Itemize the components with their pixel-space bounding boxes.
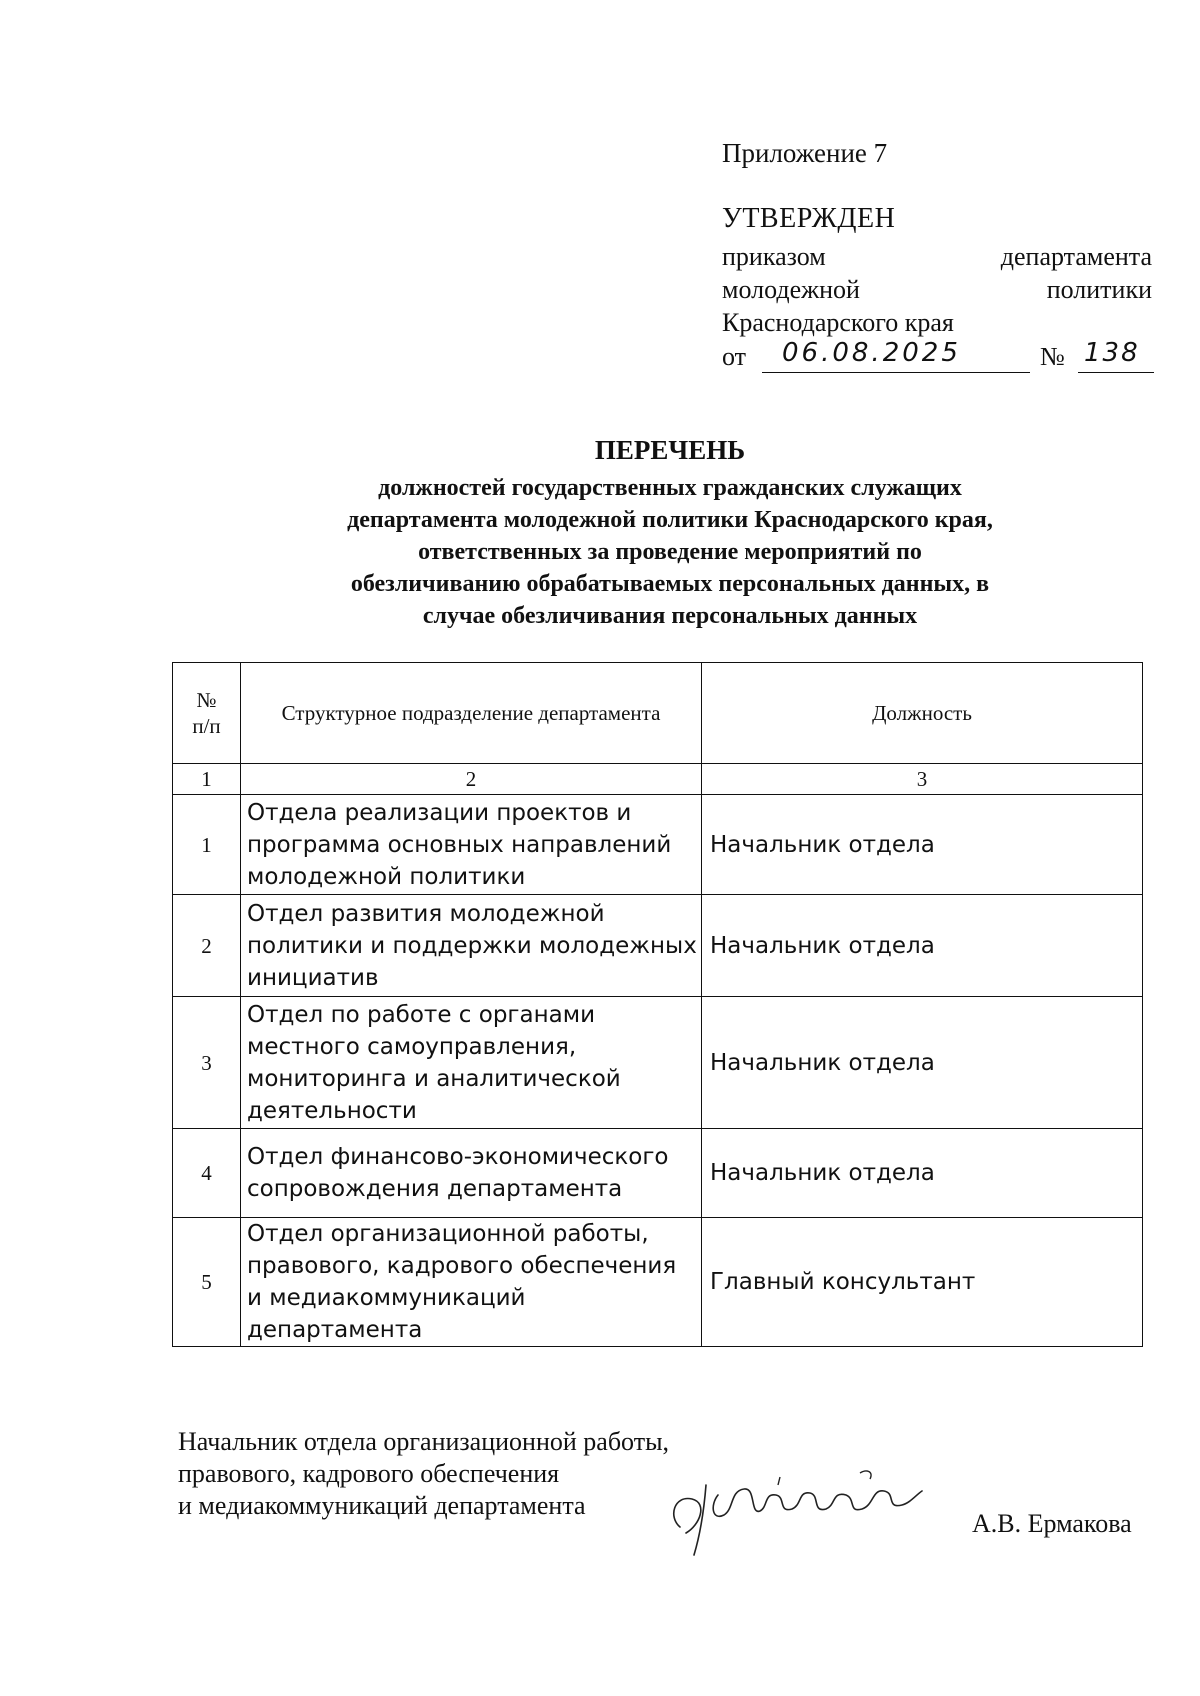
table-header-row bbox=[173, 663, 1143, 764]
order-line-2 bbox=[722, 275, 1152, 305]
division-line: Отдела реализации проектов и bbox=[247, 799, 632, 826]
row-division bbox=[241, 1218, 702, 1347]
order-date: 06.08.2025 bbox=[782, 338, 961, 368]
subtitle-line: департамента молодежной политики Краснодарского края, bbox=[347, 507, 993, 533]
order-date-number-row bbox=[722, 338, 1154, 376]
division-line: Отдел организационной работы, bbox=[247, 1221, 649, 1247]
region-line: Краснодарского края bbox=[722, 308, 954, 337]
order-word: приказом bbox=[722, 242, 826, 271]
row-position: Главный консультант bbox=[702, 1218, 1143, 1347]
department-word: департамента bbox=[1000, 242, 1152, 271]
division-line: мониторинга и аналитической bbox=[247, 1065, 621, 1092]
row-division bbox=[241, 895, 702, 997]
table-row bbox=[173, 1129, 1143, 1218]
division-line: инициатив bbox=[247, 964, 379, 991]
header-number-sign: № bbox=[196, 688, 217, 712]
header-division: Структурное подразделение департамента bbox=[241, 663, 702, 764]
subtitle-line: случае обезличивания персональных данных bbox=[422, 603, 918, 629]
subtitle-line: ответственных за проведение мероприятий по bbox=[418, 539, 922, 565]
column-index: 1 bbox=[173, 764, 241, 795]
column-index-row bbox=[173, 764, 1143, 795]
division-line: программа основных направлений bbox=[247, 831, 672, 858]
column-index: 3 bbox=[702, 764, 1143, 795]
date-prefix: от bbox=[722, 342, 747, 371]
header-number-abbr: п/п bbox=[192, 714, 221, 738]
subtitle-line: должностей государственных гражданских служащих bbox=[378, 475, 962, 501]
row-division bbox=[241, 795, 702, 895]
row-number: 1 bbox=[173, 795, 241, 895]
division-line: правового, кадрового обеспечения bbox=[247, 1253, 677, 1279]
signatory-line: правового, кадрового обеспечения bbox=[178, 1459, 560, 1488]
signatory-line: Начальник отдела организационной работы, bbox=[178, 1427, 670, 1456]
signatory-name: А.В. Ермакова bbox=[972, 1509, 1132, 1538]
division-line: Отдел по работе с органами bbox=[247, 1001, 596, 1028]
division-line: Отдел финансово-экономического bbox=[247, 1144, 669, 1170]
division-line: политики и поддержки молодежных bbox=[247, 932, 697, 959]
order-number: 138 bbox=[1084, 338, 1140, 368]
header-position: Должность bbox=[702, 663, 1143, 764]
subtitle-line: обезличиванию обрабатываемых персональных данных, в bbox=[350, 571, 990, 597]
row-number: 2 bbox=[173, 895, 241, 997]
document-title: ПЕРЕЧЕНЬ bbox=[594, 435, 746, 465]
appendix-label: Приложение 7 bbox=[722, 138, 888, 168]
row-number: 4 bbox=[173, 1129, 241, 1218]
row-number: 5 bbox=[173, 1218, 241, 1347]
signatory-line: и медиакоммуникаций департамента bbox=[178, 1491, 586, 1520]
row-position: Начальник отдела bbox=[702, 795, 1143, 895]
table-row bbox=[173, 997, 1143, 1129]
order-line-1 bbox=[722, 242, 1152, 272]
row-division bbox=[241, 997, 702, 1129]
division-line: местного самоуправления, bbox=[247, 1033, 577, 1060]
table-row bbox=[173, 795, 1143, 895]
row-number: 3 bbox=[173, 997, 241, 1129]
division-line: Отдел развития молодежной bbox=[247, 900, 605, 927]
table-row bbox=[173, 895, 1143, 997]
row-position: Начальник отдела bbox=[702, 895, 1143, 997]
signatory-title bbox=[178, 1426, 669, 1522]
division-line: молодежной политики bbox=[247, 863, 526, 890]
column-index: 2 bbox=[241, 764, 702, 795]
table-row bbox=[173, 1218, 1143, 1347]
date-underline bbox=[762, 372, 1030, 373]
document-subtitle bbox=[170, 472, 1170, 632]
division-line: сопровождения департамента bbox=[247, 1176, 623, 1202]
handwritten-signature bbox=[660, 1455, 930, 1565]
header-number bbox=[173, 663, 241, 764]
row-position: Начальник отдела bbox=[702, 1129, 1143, 1218]
policy-word: политики bbox=[1046, 275, 1152, 304]
positions-table bbox=[172, 662, 1143, 1347]
approved-stamp-text: УТВЕРЖДЕН bbox=[722, 203, 896, 234]
youth-word: молодежной bbox=[722, 275, 860, 304]
division-line: и медиакоммуникаций департамента bbox=[247, 1285, 526, 1343]
row-division bbox=[241, 1129, 702, 1218]
division-line: деятельности bbox=[247, 1097, 417, 1124]
number-underline bbox=[1078, 372, 1154, 373]
row-position: Начальник отдела bbox=[702, 997, 1143, 1129]
number-label: № bbox=[1040, 342, 1065, 371]
